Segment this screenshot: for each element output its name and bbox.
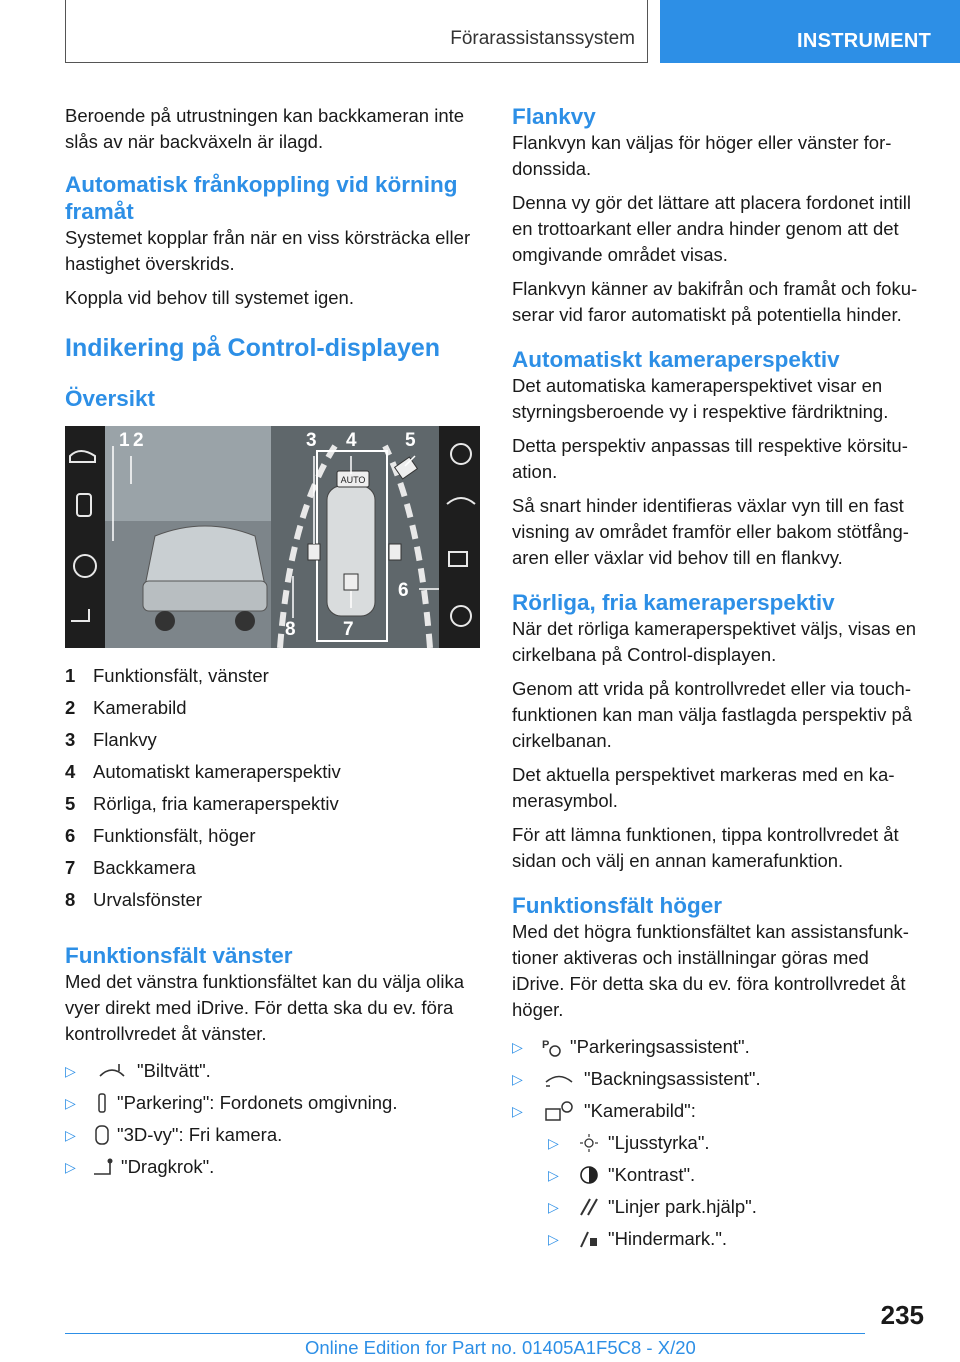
bullet-marker: ▷	[65, 1127, 76, 1143]
list-item: ▷ "Parkering": Fordonets omgivning.	[65, 1087, 480, 1119]
figure-label-7: 7	[343, 619, 354, 640]
right-function-strip	[439, 426, 480, 648]
heading-free-camera: Rörliga, fria kameraperspektiv	[512, 590, 835, 615]
figure-label-1: 1	[119, 430, 130, 451]
free-text-4: För att lämna funktionen, tippa kontrollvredet åt sidan och välj en annan kamerafunktion.	[512, 824, 899, 871]
figure-legend-list	[65, 660, 480, 916]
bullet-marker: ▷	[65, 1063, 76, 1079]
parking-assistant-icon	[538, 1036, 566, 1058]
camera-image-sub-bullets	[512, 1127, 924, 1255]
header-section-title: Förarassistanssystem	[450, 28, 635, 49]
left-field-bullets	[65, 1055, 480, 1183]
free-text-1: När det rörliga kameraperspektivet väljs, visas en cirkelbana på Control-displayen.	[512, 618, 917, 665]
heading-auto-disconnect: Automatisk frånkoppling vid körning framåt	[65, 172, 458, 224]
figure-label-6: 6	[398, 580, 409, 601]
list-item: ▷ "Biltvätt".	[65, 1055, 480, 1087]
heading-flank-view: Flankvy	[512, 104, 596, 129]
contrast-icon	[574, 1165, 604, 1185]
heading-control-display: Indikering på Control-displayen	[65, 334, 441, 362]
legend-item: 1 Funktionsfält, vänster	[65, 665, 269, 686]
function-field-right-text: Med det högra funktionsfältet kan assistansfunktioner aktiveras och inställningar göras med iDrive. För detta ska du ev. föra kontrollvredet åt höger.	[512, 921, 909, 1020]
auto-disconnect-text-1: Systemet kopplar från när en viss körsträcka eller hastighet överskrids.	[65, 227, 471, 274]
list-item: ▷ "Hindermark.".	[548, 1223, 924, 1255]
auto-badge: AUTO	[340, 475, 366, 485]
legend-item: 4 Automatiskt kameraperspektiv	[65, 761, 341, 782]
right-column	[512, 103, 924, 1255]
footer-edition: Online Edition for Part no. 01405A1F5C8 - X/20	[305, 1337, 696, 1358]
legend-item: 7 Backkamera	[65, 857, 196, 878]
footer-divider	[65, 1333, 865, 1334]
bullet-marker: ▷	[548, 1135, 559, 1151]
brightness-icon	[574, 1133, 604, 1153]
function-field-left-text: Med det vänstra funktionsfältet kan du välja olika vyer direkt med iDrive. För detta ska du ev. föra kontrollvredet åt vänster.	[65, 971, 465, 1044]
intro-paragraph: Beroende på utrustningen kan backkameran inte slås av när backväxeln är ilagd.	[65, 105, 465, 152]
heading-function-field-left: Funktionsfält vänster	[65, 943, 293, 968]
bullet-marker: ▷	[65, 1159, 76, 1175]
heading-function-field-right: Funktionsfält höger	[512, 893, 722, 918]
bullet-marker: ▷	[512, 1103, 523, 1119]
autocam-text-2: Detta perspektiv anpassas till respektive körsituation.	[512, 435, 908, 482]
list-item: ▷ "Dragkrok".	[65, 1151, 480, 1183]
3d-view-icon	[91, 1124, 113, 1146]
camera-display-figure	[65, 426, 480, 648]
bullet-marker: ▷	[512, 1039, 523, 1055]
header-section-box	[65, 0, 648, 63]
header-chapter-tab	[660, 0, 960, 63]
flank-text-1: Flankvyn kan väljas för höger eller vänster fordonssida.	[512, 132, 892, 179]
free-text-3: Det aktuella perspektivet markeras med en kamerasymbol.	[512, 764, 895, 811]
list-item: ▷ "Kamerabild":	[512, 1095, 924, 1127]
auto-disconnect-text-2: Koppla vid behov till systemet igen.	[65, 287, 354, 308]
car-wash-icon	[91, 1062, 133, 1080]
parking-view-icon	[91, 1092, 113, 1114]
legend-item: 5 Rörliga, fria kameraperspektiv	[65, 793, 339, 814]
bullet-marker: ▷	[65, 1095, 76, 1111]
list-item: ▷ "Kontrast".	[548, 1159, 924, 1191]
vehicle-rear-shape	[145, 526, 265, 586]
right-field-bullets	[512, 1031, 924, 1127]
reversing-assistant-icon	[538, 1069, 580, 1089]
header-chapter-title: INSTRUMENT	[797, 30, 932, 52]
parking-lines-icon	[574, 1196, 604, 1218]
figure-label-3: 3	[306, 430, 317, 451]
figure-label-2: 2	[133, 430, 144, 451]
autocam-text-3: Så snart hinder identifieras växlar vyn till en fast visning av området framför eller bakom stötfångaren eller växlar vid behov till en flankvy.	[512, 495, 909, 568]
list-item: ▷ P "Parkeringsassistent".	[512, 1031, 924, 1063]
list-item: ▷ "Linjer park.hjälp".	[548, 1191, 924, 1223]
flank-text-3: Flankvyn känner av bakifrån och framåt och fokuserar vid faror automatiskt på potentiella hinder.	[512, 278, 918, 325]
heading-overview: Översikt	[65, 386, 156, 411]
bullet-marker: ▷	[548, 1231, 559, 1247]
bullet-marker: ▷	[548, 1167, 559, 1183]
figure-label-5: 5	[405, 430, 416, 451]
camera-settings-icon	[538, 1100, 580, 1122]
flank-text-2: Denna vy gör det lättare att placera fordonet intill en trottoarkant eller andra hinder genom att det omgivande området visas.	[512, 192, 912, 265]
tow-hitch-icon	[91, 1157, 117, 1177]
obstacle-marking-icon	[574, 1228, 604, 1250]
figure-label-8: 8	[285, 619, 296, 640]
list-item: ▷ "Ljusstyrka".	[548, 1127, 924, 1159]
list-item: ▷ "Backningsassistent".	[512, 1063, 924, 1095]
legend-item: 3 Flankvy	[65, 729, 157, 750]
legend-item: 2 Kamerabild	[65, 697, 187, 718]
bullet-marker: ▷	[512, 1071, 523, 1087]
heading-auto-camera: Automatiskt kameraperspektiv	[512, 347, 840, 372]
left-column	[65, 103, 480, 1183]
camera-display-illustration	[65, 426, 480, 648]
svg-text:P: P	[542, 1039, 550, 1051]
page-number: 235	[880, 1300, 924, 1330]
legend-item: 8 Urvalsfönster	[65, 889, 202, 910]
list-item: ▷ "3D-vy": Fri kamera.	[65, 1119, 480, 1151]
free-text-2: Genom att vrida på kontrollvredet eller via touchfunktionen kan man välja fastlagda perspektiv på cirkelbanan.	[512, 678, 913, 751]
legend-item: 6 Funktionsfält, höger	[65, 825, 256, 846]
autocam-text-1: Det automatiska kameraperspektivet visar en styrningsberoende vy i respektive färdriktning.	[512, 375, 889, 422]
figure-label-4: 4	[346, 430, 357, 451]
bullet-marker: ▷	[548, 1199, 559, 1215]
